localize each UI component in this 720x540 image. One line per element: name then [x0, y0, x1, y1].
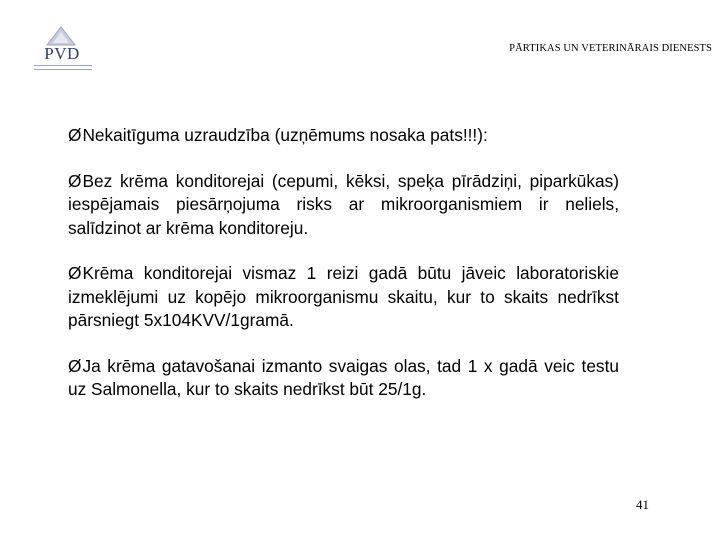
paragraph-text: Krēma konditorejai vismaz 1 reizi gadā būtu jāveic laboratoriskie izmeklējumi uz kopējo mikroorganismu skaitu, kur to skaits nedrīkst pārsniegt 5x104KVV/1gramā. — [68, 263, 619, 330]
slide-content — [68, 124, 619, 402]
paragraph-text: Bez krēma konditorejai (cepumi, kēksi, speķa pīrādziņi, piparkūkas) iespējamais piesārņojuma risks ar mikroorganismiem ir neliels, salīdzinot ar krēma konditoreju. — [68, 170, 619, 238]
page-number: 41 — [636, 497, 649, 512]
paragraph-text: Nekaitīguma uzraudzība (uzņēmums nosaka pats!!!): — [82, 125, 488, 145]
logo-underline — [34, 65, 92, 70]
arrow-bullet-icon: Ø — [68, 263, 82, 283]
bullet-paragraph — [68, 124, 619, 148]
organization-name: PĀRTIKAS UN VETERINĀRAIS DIENESTS — [509, 43, 712, 54]
pvd-emblem-icon — [45, 26, 77, 46]
bullet-paragraph — [68, 262, 619, 333]
pvd-logo — [30, 26, 94, 72]
arrow-bullet-icon: Ø — [68, 125, 82, 145]
arrow-bullet-icon: Ø — [68, 355, 82, 376]
bullet-paragraph — [68, 170, 619, 241]
bullet-paragraph — [68, 355, 619, 402]
logo-text: PVD — [44, 44, 80, 63]
arrow-bullet-icon: Ø — [68, 170, 82, 191]
paragraph-text: Ja krēma gatavošanai izmanto svaigas olas, tad 1 x gadā veic testu uz Salmonella, kur to skaits nedrīkst būt 25/1g. — [68, 355, 619, 399]
